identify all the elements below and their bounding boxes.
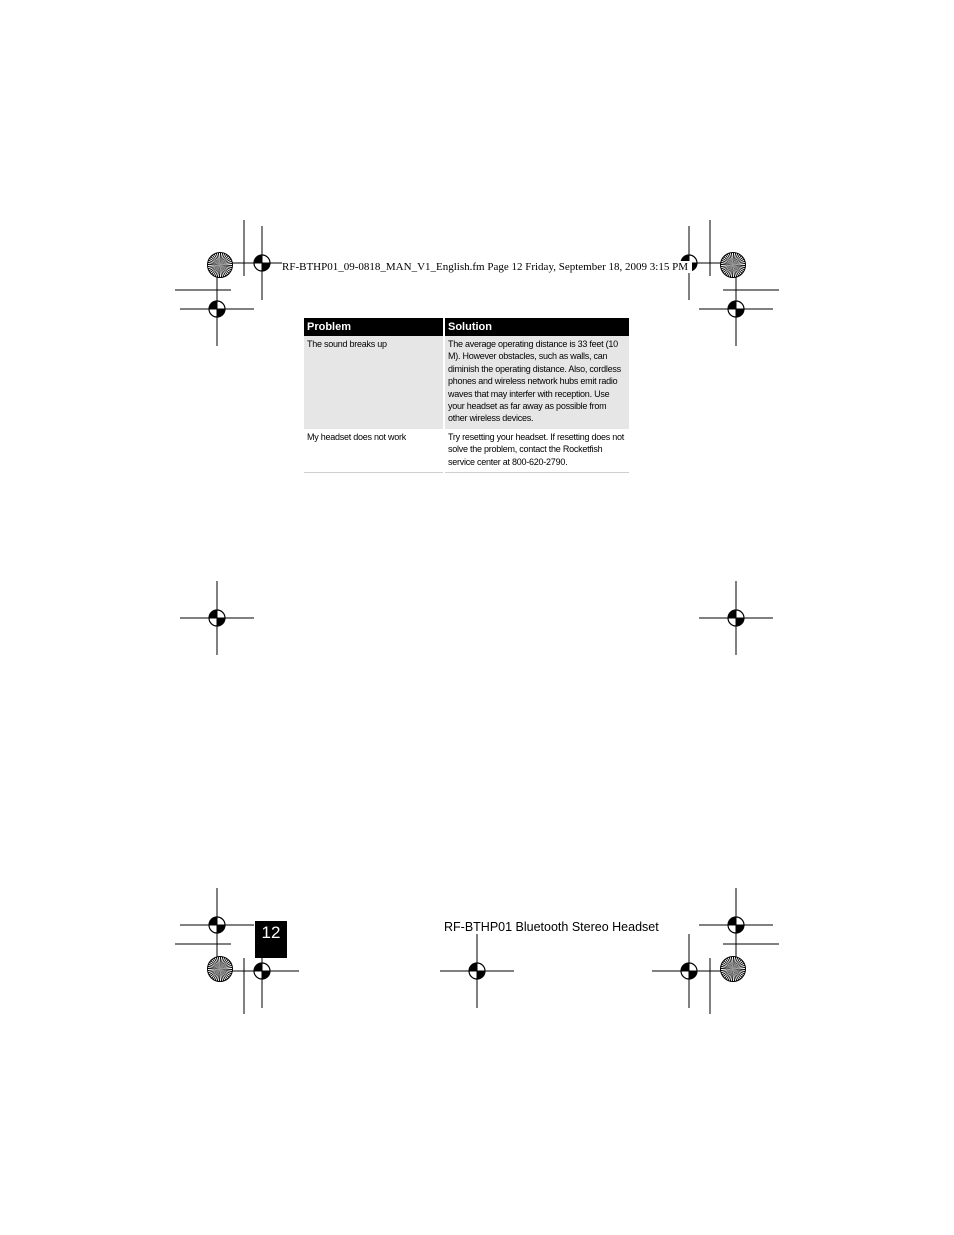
table-row [304,429,629,473]
running-footer-title: RF-BTHP01 Bluetooth Stereo Headset [444,920,659,934]
solution-cell: The average operating distance is 33 feet (10 M). However obstacles, such as walls, can diminish the operating distance. Also, cordless phones and wireless network hubs emit radio waves that may interfer with reception. Use your headset as far away as possible from other wireless devices. [444,336,629,429]
registration-target [180,272,254,346]
problem-cell: My headset does not work [304,429,444,473]
slug-line: RF-BTHP01_09-0818_MAN_V1_English.fm Page 12 Friday, September 18, 2009 3:15 PM [282,261,692,273]
star-target [208,253,233,278]
solution-cell: Try resetting your headset. If resetting does not solve the problem, contact the Rocketfish service center at 800-620-2790. [444,429,629,473]
page-number-tab: 12 [255,921,287,958]
star-target [721,957,746,982]
star-target [721,253,746,278]
table-row [304,336,629,429]
star-target [208,957,233,982]
registration-target [180,581,254,655]
registration-target [699,581,773,655]
header-problem: Problem [304,318,444,336]
troubleshooting-table [304,318,629,473]
table-header-row [304,318,629,336]
problem-cell: The sound breaks up [304,336,444,429]
registration-target [652,934,726,1008]
header-solution: Solution [444,318,629,336]
registration-target [440,934,514,1008]
registration-target [180,888,254,962]
registration-target [699,888,773,962]
registration-target [699,272,773,346]
